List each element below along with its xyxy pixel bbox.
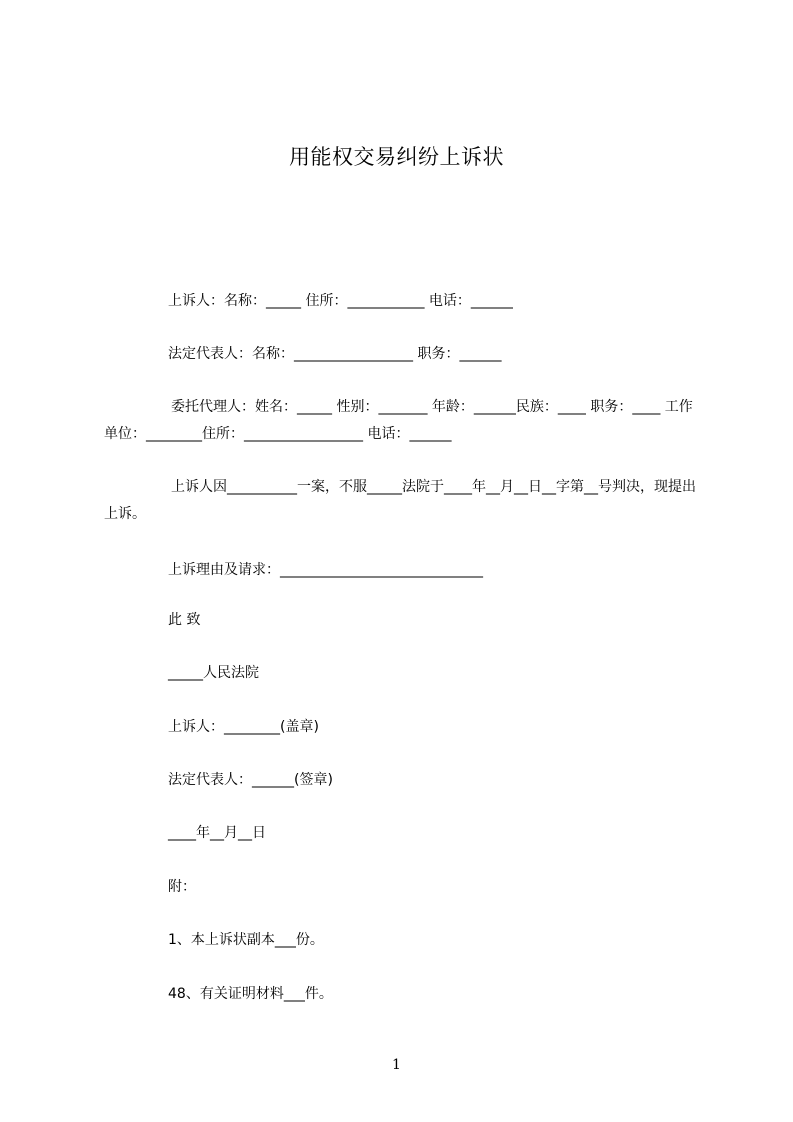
- appellant-line: 上诉人：名称：_____ 住所：___________ 电话：______: [168, 293, 513, 309]
- attachments-label: 附：: [168, 879, 196, 895]
- document-title: 用能权交易纠纷上诉状: [289, 145, 504, 169]
- reasons-line: 上诉理由及请求：_____________________________: [168, 562, 483, 578]
- legal-representative-signature-line: 法定代表人：______(签章): [168, 772, 333, 788]
- legal-representative-line: 法定代表人：名称：_________________ 职务：______: [168, 346, 502, 362]
- attachment-item-2: 48、有关证明材料___件。: [168, 986, 333, 1002]
- page-number: 1: [392, 1057, 401, 1073]
- appellant-signature-line: 上诉人：________(盖章): [168, 719, 319, 735]
- agent-paragraph: 委托代理人：姓名：_____ 性别：_______ 年龄：______民族：____ 职务：____ 工作单位：________住所：_________________ 电话：______: [104, 399, 693, 442]
- date-line: ____年__月__日: [168, 825, 266, 841]
- court-line: _____人民法院: [168, 665, 259, 681]
- case-paragraph: 上诉人因__________一案，不服_____法院于____年__月__日__字第__号判决，现提出上诉。: [104, 479, 696, 522]
- attachment-item-1: 1、本上诉状副本___份。: [168, 932, 324, 948]
- salutation: 此 致: [168, 612, 201, 628]
